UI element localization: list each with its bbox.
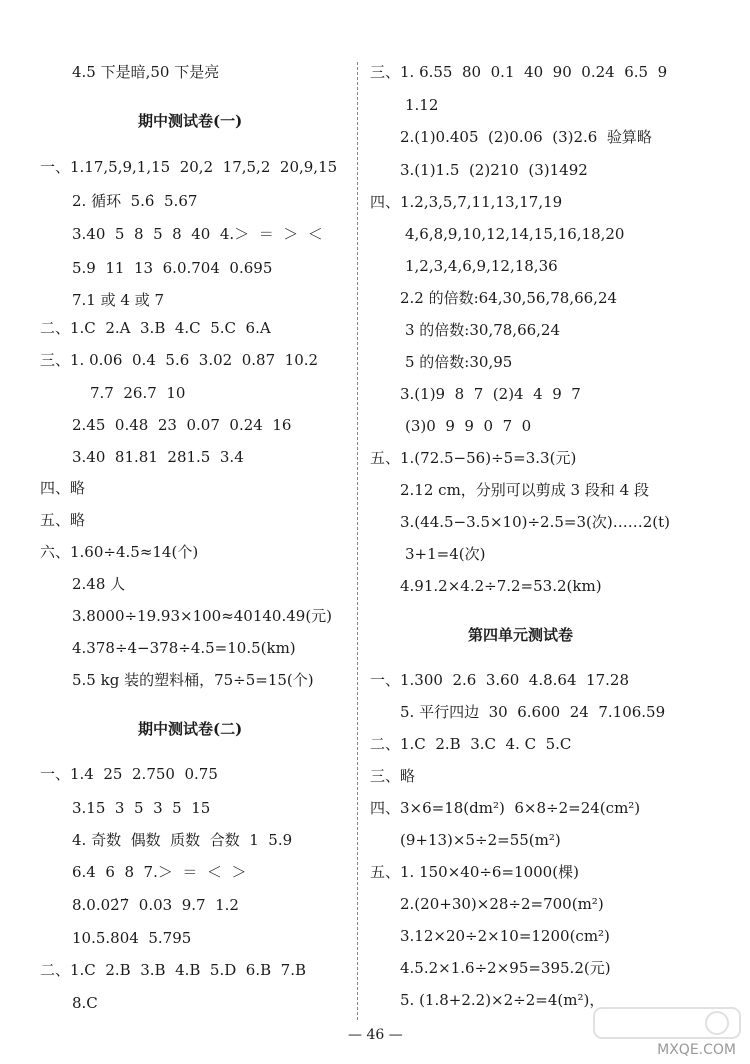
answer-line: 4.378÷4−378÷4.5=10.5(km): [72, 639, 296, 657]
answer-line: 二、1.C 2.B 3.C 4. C 5.C: [370, 735, 572, 753]
answer-line: 四、略: [40, 479, 86, 497]
answer-line: 5.9 11 13 6.0.704 0.695: [72, 259, 273, 277]
answer-line: 3.40 81.81 281.5 3.4: [72, 448, 244, 466]
answer-line: 5 的倍数:30,95: [405, 353, 513, 371]
answer-line: 4.91.2×4.2÷7.2=53.2(km): [400, 577, 602, 595]
answer-line: 四、3×6=18(dm²) 6×8÷2=24(cm²): [370, 799, 641, 817]
answer-line: 2.45 0.48 23 0.07 0.24 16: [72, 416, 292, 434]
answer-line: 1.12: [405, 96, 439, 114]
answer-line: 8.0.02̇7̇ 0.03 9.7 1.2: [72, 896, 239, 914]
answer-line: (9+13)×5÷2=55(m²): [400, 831, 561, 849]
answer-line: 4. 奇数 偶数 质数 合数 1 5.9: [72, 831, 293, 849]
answer-line: 5.5 kg 装的塑料桶，75÷5=15(个): [72, 671, 314, 689]
answer-line: 三、略: [370, 767, 416, 785]
section-title-unit-4: 第四单元测试卷: [468, 626, 574, 644]
answer-line: 3+1=4(次): [405, 545, 486, 563]
answer-line: 2.2 的倍数:64,30,56,78,66,24: [400, 289, 618, 307]
answer-line: 2.48 人: [72, 575, 126, 593]
answer-line: 4.5.2×1.6÷2×95=395.2(元): [400, 959, 611, 977]
answer-line: 三、1. 0.06 0.4 5.6 3.02 0.87 10.2: [40, 351, 319, 369]
answer-line: (3)0 9 9 0 7 0: [405, 417, 532, 435]
section-title-midterm-2: 期中测试卷(二): [138, 720, 243, 738]
answer-line: 4,6,8,9,10,12,14,15,16,18,20: [405, 225, 625, 243]
answer-line: 1,2,3,4,6,9,12,18,36: [405, 257, 558, 275]
answer-line: 2. 循环 5.6̇ 5.67: [72, 192, 198, 210]
answer-line: 3.12×20÷2×10=1200(cm²): [400, 927, 610, 945]
answer-line: 7.7 26.7 10: [90, 384, 186, 402]
answer-line: 6.4 6 8 7.＞ ＝ ＜ ＞: [72, 863, 247, 881]
answer-line: 2.(20+30)×28÷2=700(m²): [400, 895, 604, 913]
answer-line: 3.(1)1.5 (2)210 (3)1492: [400, 161, 588, 179]
page-number: — 46 —: [348, 1027, 403, 1043]
answer-line: 2.(1)0.405 (2)0.06 (3)2.6 验算略: [400, 128, 652, 146]
answer-line: 7.1 或 4 或 7: [72, 291, 165, 309]
answer-line: 五、1.(72.5−56)÷5=3.3(元): [370, 449, 577, 467]
answer-line: 五、略: [40, 511, 86, 529]
answer-line: 3 的倍数:30,78,66,24: [405, 321, 561, 339]
watermark-text: MXQE.COM: [657, 1042, 736, 1058]
section-title-midterm-1: 期中测试卷(一): [138, 112, 243, 130]
column-divider: [357, 62, 358, 1020]
answer-line: 8.C: [72, 994, 98, 1012]
answer-line: 3.8000÷19.93×100≈40140.49(元): [72, 607, 333, 625]
answer-line: 二、1.C 2.A 3.B 4.C 5.C 6.A: [40, 319, 271, 337]
answer-line: 二、1.C 2.B 3.B 4.B 5.D 6.B 7.B: [40, 961, 307, 979]
answer-line: 10.5.804 5.795: [72, 929, 192, 947]
answer-line: 五、1. 150×40÷6=1000(棵): [370, 863, 579, 881]
answer-line: 六、1.60÷4.5≈14(个): [40, 543, 199, 561]
answer-line: 一、1.300 2.6 3.60 4.8.64 17.28: [370, 671, 629, 689]
answer-line: 三、1. 6.55 80 0.1 40 90 0.24 6.5 9: [370, 63, 668, 81]
answer-line: 3.15 3 5 3 5 15: [72, 799, 211, 817]
answer-line: 4.5 下是暗,50 下是亮: [72, 63, 220, 81]
answer-line: 一、1.4 25 2.750 0.75: [40, 765, 218, 783]
answer-line: 3.(1)9 8 7 (2)4 4 9 7: [400, 385, 581, 403]
answer-line: 一、1.17,5,9,1,15 20,2 17,5,2 20,9,15: [40, 158, 338, 176]
answer-line: 5. 平行四边 30 6.600 24 7.106.59: [400, 703, 666, 721]
answer-line: 3.(44.5−3.5×10)÷2.5=3(次)……2(t): [400, 513, 671, 531]
answer-line: 四、1.2,3,5,7,11,13,17,19: [370, 193, 563, 211]
answer-line: 5. (1.8+2.2)×2÷2=4(m²)，: [400, 991, 605, 1009]
answer-line: 2.12 cm，分别可以剪成 3 段和 4 段: [400, 481, 649, 499]
answer-line: 3.40 5 8 5 8 40 4.＞ ＝ ＞ ＜: [72, 225, 323, 243]
